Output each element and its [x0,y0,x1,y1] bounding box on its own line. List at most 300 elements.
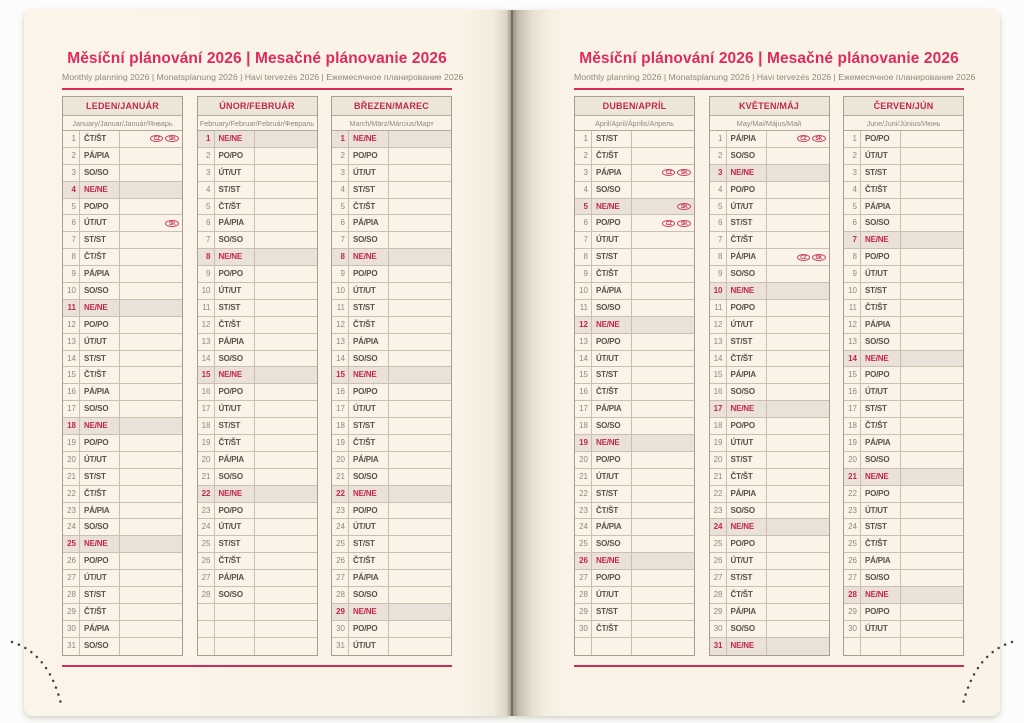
day-number: 14 [575,351,592,367]
day-number: 23 [710,503,727,519]
day-row [575,486,694,503]
weekday-label: NE/NE [215,367,255,383]
day-row [710,621,829,638]
day-row [198,469,317,486]
day-row [575,131,694,148]
day-number: 11 [575,300,592,316]
day-number: 1 [710,131,727,147]
day-number: 25 [198,536,215,552]
day-row [844,266,963,283]
weekday-label: ČT/ŠT [592,503,632,519]
weekday-label: NE/NE [861,351,901,367]
day-number: 25 [710,536,727,552]
notes-cell [767,621,829,637]
day-number: 27 [710,570,727,586]
weekday-label: NE/NE [592,435,632,451]
weekday-label: PO/PO [215,384,255,400]
day-row [575,570,694,587]
weekday-label: ST/ST [80,232,120,248]
day-number: 9 [575,266,592,282]
day-row [332,300,451,317]
notes-cell [255,351,317,367]
weekday-label: NE/NE [349,604,389,620]
day-number: 28 [575,587,592,603]
day-row [198,283,317,300]
notes-cell [255,587,317,603]
day-number: 27 [63,570,80,586]
notes-cell [632,570,694,586]
weekday-label: ST/ST [861,283,901,299]
day-number: 26 [198,553,215,569]
day-number: 4 [63,182,80,198]
notes-cell [901,367,963,383]
day-row [198,452,317,469]
notes-cell [901,452,963,468]
day-number: 3 [844,165,861,181]
day-row [844,486,963,503]
day-row [710,367,829,384]
notes-cell [901,283,963,299]
day-row [575,587,694,604]
notes-cell [389,486,451,502]
weekday-label: ÚT/UT [861,621,901,637]
day-number: 3 [63,165,80,181]
notes-cell [255,182,317,198]
weekday-label: PÁ/PIA [349,570,389,586]
month-calendar [331,96,452,656]
day-number: 17 [63,401,80,417]
notes-cell [632,165,694,181]
bottom-rule [574,665,964,667]
notes-cell [255,418,317,434]
day-number: 25 [844,536,861,552]
day-row [575,249,694,266]
day-number: 18 [575,418,592,434]
weekday-label: NE/NE [349,249,389,265]
weekday-label: ST/ST [592,367,632,383]
day-row [332,351,451,368]
weekday-label: ÚT/UT [349,283,389,299]
day-row [63,570,182,587]
weekday-label: ST/ST [592,604,632,620]
weekday-label: SO/SO [861,452,901,468]
notes-cell [901,570,963,586]
day-row [710,570,829,587]
notes-cell [120,452,182,468]
day-number: 28 [198,587,215,603]
day-number: 21 [575,469,592,485]
day-number: 26 [332,553,349,569]
day-row [575,469,694,486]
day-number: 3 [198,165,215,181]
cz-flag-icon: CZ [797,254,810,261]
weekday-label: ČT/ŠT [861,536,901,552]
weekday-label: SO/SO [349,469,389,485]
day-row [575,553,694,570]
day-row [332,604,451,621]
weekday-label: PO/PO [861,249,901,265]
weekday-label: SO/SO [215,351,255,367]
day-row [198,317,317,334]
day-number: 9 [63,266,80,282]
cz-flag-icon: CZ [662,220,675,227]
weekday-label: ÚT/UT [349,165,389,181]
weekday-label: ST/ST [215,182,255,198]
day-number: 6 [844,215,861,231]
notes-cell [389,199,451,215]
day-row [63,401,182,418]
weekday-label: ST/ST [349,300,389,316]
day-number: 10 [710,283,727,299]
bottom-rule [62,665,452,667]
day-row [575,317,694,334]
day-number: 2 [710,148,727,164]
notes-cell [389,519,451,535]
weekday-label: NE/NE [592,317,632,333]
notes-cell [901,215,963,231]
day-row [332,638,451,655]
weekday-label: SO/SO [80,283,120,299]
notes-cell [767,536,829,552]
day-number: 28 [63,587,80,603]
day-row [575,519,694,536]
month-languages: June/Juni/Június/Июнь [844,116,963,131]
day-number: 12 [844,317,861,333]
day-row [332,503,451,520]
weekday-label: PO/PO [861,131,901,147]
day-row [198,536,317,553]
weekday-label: PO/PO [215,148,255,164]
day-number: 17 [575,401,592,417]
day-number: 24 [332,519,349,535]
day-row [844,232,963,249]
cz-flag-icon: CZ [797,135,810,142]
weekday-label: SO/SO [727,266,767,282]
weekday-label: ÚT/UT [215,401,255,417]
notes-cell [767,300,829,316]
weekday-label: PÁ/PIA [215,452,255,468]
day-row [844,215,963,232]
day-number: 4 [844,182,861,198]
day-row [575,621,694,638]
day-number [844,638,861,655]
day-number: 8 [575,249,592,265]
notes-cell [767,232,829,248]
day-row [198,182,317,199]
day-number: 5 [844,199,861,215]
day-row [575,148,694,165]
weekday-label: NE/NE [727,638,767,655]
day-number: 22 [63,486,80,502]
stitch-arc-icon [8,636,84,714]
notes-cell [767,570,829,586]
weekday-label: PÁ/PIA [592,519,632,535]
weekday-label: ČT/ŠT [80,486,120,502]
notes-cell [389,435,451,451]
weekday-label: NE/NE [349,486,389,502]
notes-cell [389,232,451,248]
notes-cell [255,334,317,350]
weekday-label: SO/SO [727,621,767,637]
day-row [198,232,317,249]
notes-cell [389,418,451,434]
notes-cell [255,536,317,552]
weekday-label: ÚT/UT [80,215,120,231]
day-number: 27 [575,570,592,586]
day-number: 24 [844,519,861,535]
day-row [198,587,317,604]
notes-cell [632,334,694,350]
day-row [710,469,829,486]
notes-cell [632,621,694,637]
day-number: 28 [710,587,727,603]
notes-cell [120,435,182,451]
notes-cell [767,469,829,485]
day-row [844,536,963,553]
day-row [710,418,829,435]
notes-cell [632,351,694,367]
notes-cell [767,435,829,451]
weekday-label: ST/ST [215,536,255,552]
month-name: ČERVEN/JÚN [844,97,963,116]
day-number: 23 [844,503,861,519]
top-rule [62,88,452,90]
weekday-label: PÁ/PIA [592,401,632,417]
notes-cell [120,486,182,502]
notes-cell [255,519,317,535]
day-number: 30 [575,621,592,637]
day-number: 17 [844,401,861,417]
day-number: 5 [63,199,80,215]
day-number: 15 [575,367,592,383]
month-calendar [843,96,964,656]
weekday-label: ST/ST [215,300,255,316]
day-row [710,519,829,536]
day-row [575,351,694,368]
day-row [332,148,451,165]
day-number: 6 [63,215,80,231]
weekday-label: ST/ST [215,418,255,434]
day-row [844,553,963,570]
day-number: 5 [710,199,727,215]
notes-cell [901,435,963,451]
weekday-label: NE/NE [80,300,120,316]
notes-cell [389,384,451,400]
day-number: 20 [63,452,80,468]
day-number: 15 [844,367,861,383]
day-row [198,621,317,638]
day-row [575,384,694,401]
day-row [844,570,963,587]
day-number: 11 [844,300,861,316]
notes-cell [120,401,182,417]
notes-cell [767,266,829,282]
weekday-label: ÚT/UT [861,384,901,400]
day-row [575,418,694,435]
day-number: 19 [575,435,592,451]
day-row [63,553,182,570]
day-row [575,266,694,283]
day-row [198,553,317,570]
day-number: 11 [198,300,215,316]
day-number: 24 [198,519,215,535]
notes-cell [901,621,963,637]
notes-cell [632,503,694,519]
notes-cell [632,553,694,569]
day-row [844,587,963,604]
day-row [332,334,451,351]
day-row [332,367,451,384]
notes-cell [632,367,694,383]
weekday-label: PÁ/PIA [861,317,901,333]
weekday-label: ÚT/UT [592,232,632,248]
day-number: 7 [844,232,861,248]
weekday-label: ST/ST [592,486,632,502]
day-number: 8 [198,249,215,265]
weekday-label: PÁ/PIA [349,215,389,231]
day-row [575,401,694,418]
notes-cell [632,317,694,333]
notes-cell [255,570,317,586]
day-row [844,367,963,384]
notes-cell [767,249,829,265]
weekday-label: ČT/ŠT [592,384,632,400]
weekday-label: ST/ST [80,351,120,367]
day-row [332,469,451,486]
month-calendar [574,96,695,656]
day-number: 31 [63,638,80,655]
day-row [63,249,182,266]
notes-cell [767,418,829,434]
day-number: 15 [332,367,349,383]
day-number: 27 [198,570,215,586]
day-number: 22 [198,486,215,502]
day-number: 29 [575,604,592,620]
notes-cell [767,367,829,383]
day-row [198,165,317,182]
day-number: 9 [332,266,349,282]
weekday-label: ČT/ŠT [80,249,120,265]
weekday-label: PO/PO [727,418,767,434]
weekday-label: SO/SO [80,401,120,417]
day-number: 10 [63,283,80,299]
day-row [63,587,182,604]
weekday-label: NE/NE [861,469,901,485]
day-row [63,519,182,536]
notes-cell [255,283,317,299]
weekday-label: PÁ/PIA [349,452,389,468]
day-row [844,418,963,435]
notes-cell [255,435,317,451]
day-number: 15 [198,367,215,383]
weekday-label: ST/ST [349,182,389,198]
day-row [332,486,451,503]
notes-cell [120,384,182,400]
notes-cell [389,621,451,637]
day-number: 18 [844,418,861,434]
day-number: 22 [710,486,727,502]
weekday-label: ÚT/UT [727,317,767,333]
day-row [710,503,829,520]
day-number: 13 [710,334,727,350]
day-number: 19 [198,435,215,451]
notes-cell [120,604,182,620]
notes-cell [120,148,182,164]
day-row [844,317,963,334]
weekday-label: ST/ST [80,469,120,485]
notes-cell [120,249,182,265]
day-row [332,621,451,638]
day-number: 21 [844,469,861,485]
notes-cell [120,232,182,248]
notes-cell [120,418,182,434]
notes-cell [389,503,451,519]
day-number: 15 [710,367,727,383]
weekday-label: ČT/ŠT [349,199,389,215]
notes-cell [120,469,182,485]
day-row [332,131,451,148]
day-number: 6 [575,215,592,231]
notes-cell [389,334,451,350]
weekday-label: PO/PO [80,199,120,215]
notes-cell [632,249,694,265]
day-number: 28 [332,587,349,603]
day-number: 8 [63,249,80,265]
day-number: 16 [332,384,349,400]
notes-cell [389,401,451,417]
notes-cell [120,182,182,198]
day-number [575,638,592,655]
weekday-label: PÁ/PIA [592,165,632,181]
page-title: Měsíční plánování 2026 | Mesačné plánovanie 2026 [579,50,959,67]
sk-flag-icon: SK [677,169,691,176]
weekday-label: SO/SO [349,351,389,367]
day-number: 2 [575,148,592,164]
day-number: 19 [63,435,80,451]
day-row [710,232,829,249]
day-row [844,334,963,351]
day-number: 7 [63,232,80,248]
weekday-label: SO/SO [592,418,632,434]
day-row [63,266,182,283]
notes-cell [767,283,829,299]
day-number: 13 [575,334,592,350]
weekday-label: PÁ/PIA [215,570,255,586]
day-row [332,283,451,300]
weekday-label: NE/NE [727,165,767,181]
weekday-label: ST/ST [727,570,767,586]
notes-cell [632,604,694,620]
left-page [24,10,511,716]
day-number: 7 [575,232,592,248]
notes-cell [632,232,694,248]
weekday-label: ČT/ŠT [727,469,767,485]
day-row [332,401,451,418]
day-number: 17 [710,401,727,417]
notes-cell [255,317,317,333]
weekday-label: ÚT/UT [727,435,767,451]
day-number: 13 [844,334,861,350]
day-row [63,604,182,621]
day-row [710,536,829,553]
day-row [710,604,829,621]
notes-cell [255,300,317,316]
weekday-label [592,638,632,655]
day-number: 12 [198,317,215,333]
month-languages: April/April/Április/Апрель [575,116,694,131]
notes-cell [255,131,317,147]
weekday-label: PO/PO [727,300,767,316]
